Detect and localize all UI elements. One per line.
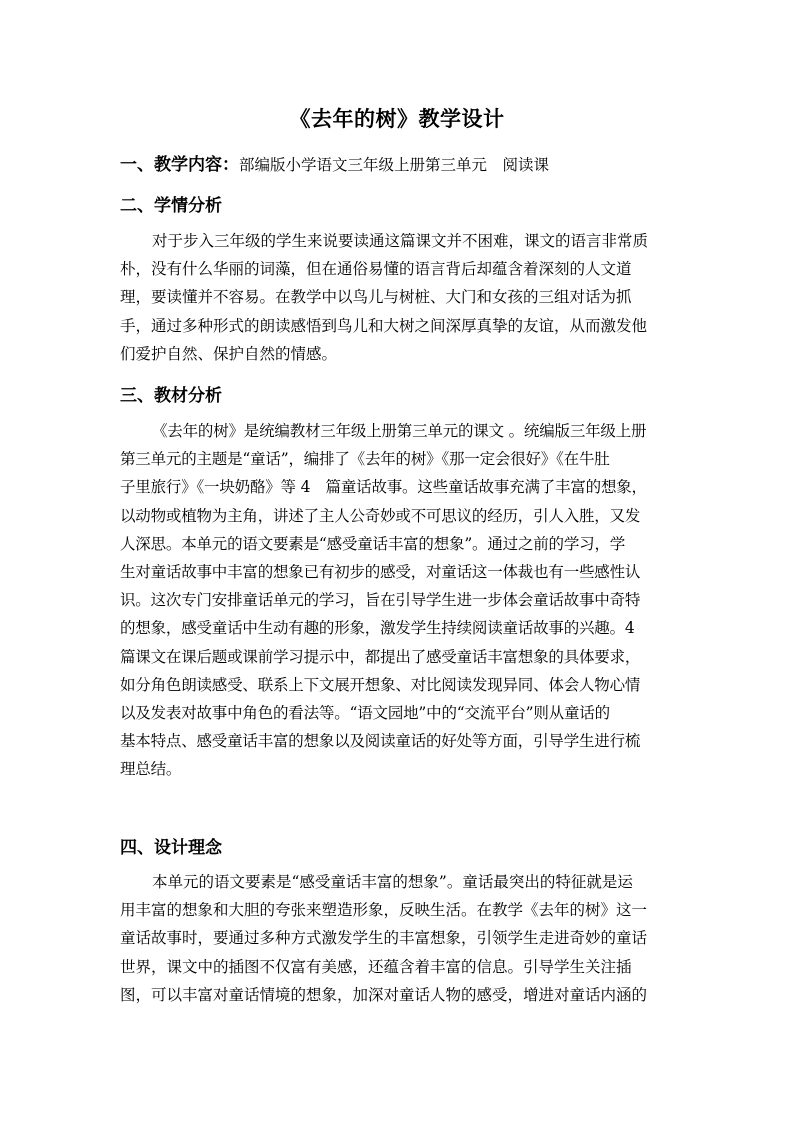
text-line: 的想象，感受童话中生动有趣的形象，激发学生持续阅读童话故事的兴趣。4 <box>120 619 635 638</box>
text-line: 手，通过多种形式的朗读感悟到鸟儿和大树之间深厚真挚的友谊，从而激发他 <box>120 316 648 335</box>
text-line: 如分角色朗读感受、联系上下文展开想象、对比阅读发现异同、体会人物心情 <box>120 675 641 694</box>
paragraph-material-analysis <box>120 417 676 783</box>
text-line: 人深思。本单元的语文要素是“感受童话丰富的想象”。通过之前的学习，学 <box>120 534 626 553</box>
paragraph-learning-analysis <box>120 227 676 368</box>
section-1-colon: ： <box>222 155 239 175</box>
text-line: 世界，课文中的插图不仅富有美感，还蕴含着丰富的信息。引导学生关注插 <box>120 957 632 976</box>
text-line: 子里旅行》《一块奶酪》等 4 篇童话故事。这些童话故事充满了丰富的想象， <box>120 478 647 497</box>
document-title: 《去年的树》教学设计 <box>289 106 505 131</box>
text-line: 基本特点、感受童话丰富的想象以及阅读童话的好处等方面，引导学生进行梳 <box>120 732 641 751</box>
text-line: 图，可以丰富对童话情境的想象，加深对童话人物的感受，增进对童话内涵的 <box>120 985 648 1004</box>
section-1-heading-text: 一、教学内容 <box>120 155 222 175</box>
text-line: 理总结。 <box>120 760 182 779</box>
section-heading-material-analysis: 三、教材分析 <box>120 386 222 406</box>
text-line: 本单元的语文要素是“感受童话丰富的想象”。童话最突出的特征就是运 <box>152 873 633 891</box>
text-line: 以动物或植物为主角，讲述了主人公奇妙或不可思议的经历，引人入胜，又发 <box>120 506 641 525</box>
paragraph-design-concept <box>120 868 676 1009</box>
text-line: 第三单元的主题是“童话”，编排了《去年的树》《那一定会很好》《在牛肚 <box>120 450 610 469</box>
text-line: 《去年的树》是统编教材三年级上册第三单元的课文 。统编版三年级上册 <box>152 422 647 440</box>
text-line: 们爱护自然、保护自然的情感。 <box>120 344 338 363</box>
section-heading-design-concept: 四、设计理念 <box>120 838 222 858</box>
section-heading-teaching-content <box>120 150 549 175</box>
text-line: 朴，没有什么华丽的词藻，但在通俗易懂的语言背后却蕴含着深刻的人文道 <box>120 260 632 279</box>
text-line: 篇课文在课后题或课前学习提示中，都提出了感受童话丰富想象的具体要求， <box>120 647 641 666</box>
text-line: 用丰富的想象和大胆的夸张来塑造形象，反映生活。在教学《去年的树》这一 <box>120 901 648 920</box>
text-line: 童话故事时，要通过多种方式激发学生的丰富想象，引领学生走进奇妙的童话 <box>120 929 648 948</box>
section-1-content: 部编版小学语文三年级上册第三单元 阅读课 <box>239 156 550 174</box>
text-line: 生对童话故事中丰富的想象已有初步的感受，对童话这一体裁也有一些感性认 <box>120 562 641 581</box>
section-heading-learning-analysis: 二、学情分析 <box>120 196 222 216</box>
text-line: 对于步入三年级的学生来说要读通这篇课文并不困难，课文的语言非常质 <box>152 232 649 250</box>
text-line: 理，要读懂并不容易。在教学中以鸟儿与树桩、大门和女孩的三组对话为抓 <box>120 288 632 307</box>
text-line: 以及发表对故事中角色的看法等。“语文园地”中的“交流平台”则从童话的 <box>120 703 610 722</box>
text-line: 识。这次专门安排童话单元的学习，旨在引导学生进一步体会童话故事中奇特 <box>120 591 641 610</box>
